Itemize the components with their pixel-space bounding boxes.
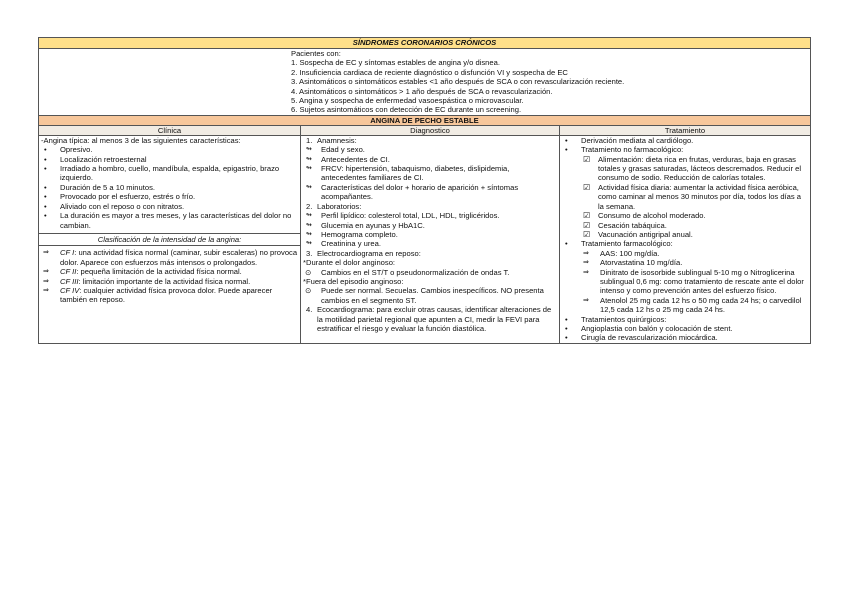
ecg-section xyxy=(303,249,557,258)
list-item: ⇒ Dinitrato de isosorbide sublingual 5-10 mg o Nitroglicerina sublingual 0,6 mg: como tratamiento de rescate ante el dolor intenso y como prevención antes del esfuerzo físico. xyxy=(581,268,808,296)
ecg-fuera-list xyxy=(303,286,557,305)
list-item: ↬ Hemograma completo. xyxy=(303,230,557,239)
cf-text: : una actividad física normal (caminar, subir escaleras) no provoca dolor. Aparece con esfuerzos más intensos o prolongados. xyxy=(60,248,298,267)
list-item: ☑ Actividad física diaria: aumentar la actividad física aeróbica, como caminar al menos 30 minutos por día, todos los días a la semana. xyxy=(581,183,808,211)
cf-item xyxy=(41,277,298,286)
ecocardiograma-section xyxy=(303,305,557,333)
list-item: • Localización retroesternal xyxy=(41,155,298,164)
cf-text: : pequeña limitación de la actividad física normal. xyxy=(76,267,242,277)
cf-label: CF IV xyxy=(60,285,80,295)
list-item: ☑ Alimentación: dieta rica en frutas, verduras, baja en grasas totales y grasas saturadas, lácteos descremados. Reducir el consumo de sodio. Reducción de calorías totales. xyxy=(581,155,808,183)
cf-text: : limitación importante de la actividad física normal. xyxy=(78,276,251,286)
tratamiento-cell xyxy=(560,135,811,343)
anamnesis-list xyxy=(303,145,557,201)
list-item xyxy=(562,145,808,239)
syndromes-table xyxy=(38,37,811,344)
document-title: SÍNDROMES CORONARIOS CRÓNICOS xyxy=(39,38,811,49)
list-item: • Opresivo. xyxy=(41,145,298,154)
list-item: • Provocado por el esfuerzo, estrés o frío. xyxy=(41,192,298,201)
no-farm-list xyxy=(581,155,808,240)
ecocardiograma-text: Ecocardiograma: para excluir otras causas, identificar alteraciones de la motilidad parietal regional que apunten a CI, medir la FEVI para estratificar el riesgo y evaluar la función diastólica. xyxy=(317,305,552,333)
intro-heading: Pacientes con: xyxy=(291,49,341,58)
list-item: ↬ Características del dolor + horario de aparición + síntomas acompañantes. xyxy=(303,183,557,202)
farm-title: Tratamiento farmacológico: xyxy=(581,239,673,249)
intro-block xyxy=(39,49,811,116)
cf-classification-title: Clasificación de la intensidad de la angina: xyxy=(39,233,300,246)
list-item: • La duración es mayor a tres meses, y las características del dolor no cambian. xyxy=(41,211,298,230)
item-number: 3. xyxy=(306,248,313,258)
list-item: ⊙ Puede ser normal. Secuelas. Cambios inespecíficos. NO presenta cambios en el segmento ST. xyxy=(303,286,557,305)
laboratorios-title: Laboratorios: xyxy=(317,201,362,211)
cf-text: : cualquier actividad física provoca dolor. Puede aparecer también en reposo. xyxy=(60,285,273,305)
list-item: • Angioplastia con balón y colocación de stent. xyxy=(562,324,808,333)
cf-list xyxy=(41,248,298,304)
list-item: ↬ Antecedentes de CI. xyxy=(303,155,557,164)
cf-item xyxy=(41,286,298,305)
list-item: ⇒ Atorvastatina 10 mg/día. xyxy=(581,258,808,267)
farm-list xyxy=(581,249,808,315)
list-item: ☑ Cesación tabáquica. xyxy=(581,221,808,230)
clinica-cell xyxy=(39,135,301,343)
diagnostico-cell xyxy=(301,135,560,343)
intro-item: 5. Angina y sospecha de enfermedad vasoespástica o microvascular. xyxy=(291,96,524,106)
list-item: ⇒ Atenolol 25 mg cada 12 hs o 50 mg cada 24 hs; o carvedilol 12,5 cada 12 hs o 25 mg cada 24 hs. xyxy=(581,296,808,315)
intro-item: 3. Asintomáticos o sintomáticos estables <1 año después de SCA o con revascularización reciente. xyxy=(291,77,625,87)
clinica-list xyxy=(41,145,298,230)
list-item: ↬ Edad y sexo. xyxy=(303,145,557,154)
column-header-diagnostico: Diagnostico xyxy=(301,125,560,135)
ecg-durante-label: *Durante el dolor anginoso: xyxy=(303,258,396,268)
anamnesis-title: Anamnesis: xyxy=(317,135,357,145)
list-item: ⇒ AAS: 100 mg/día. xyxy=(581,249,808,258)
laboratorios-section xyxy=(303,202,557,211)
list-item: ↬ Perfil lipídico: colesterol total, LDL, HDL, triglicéridos. xyxy=(303,211,557,220)
list-item: ↬ Glucemia en ayunas y HbA1C. xyxy=(303,221,557,230)
item-number: 2. xyxy=(306,201,313,211)
list-item: ↬ Creatinina y urea. xyxy=(303,239,557,248)
intro-item: 1. Sospecha de EC y síntomas estables de angina y/o disnea. xyxy=(291,58,500,68)
list-item: ☑ Consumo de alcohol moderado. xyxy=(581,211,808,220)
clinica-lead: -Angina típica: al menos 3 de las siguientes características: xyxy=(41,135,241,145)
list-item: • Irradiado a hombro, cuello, mandíbula, espalda, epigastrio, brazo izquierdo. xyxy=(41,164,298,183)
laboratorios-list xyxy=(303,211,557,249)
intro-item: 2. Insuficiencia cardiaca de reciente diagnóstico o disfunción VI y sospecha de EC xyxy=(291,67,568,77)
list-item: ⊙ Cambios en el ST/T o pseudonormalización de ondas T. xyxy=(303,268,557,277)
list-item: • Duración de 5 a 10 minutos. xyxy=(41,183,298,192)
no-farm-title: Tratamiento no farmacológico: xyxy=(581,145,684,155)
ecg-fuera-label: *Fuera del episodio anginoso: xyxy=(303,276,404,286)
list-item xyxy=(562,239,808,314)
ecg-durante-list xyxy=(303,268,557,277)
column-header-tratamiento: Tratamiento xyxy=(560,125,811,135)
cf-item xyxy=(41,267,298,276)
list-item: ↬ FRCV: hipertensión, tabaquismo, diabetes, dislipidemia, antecedentes familiares de CI. xyxy=(303,164,557,183)
anamnesis-section xyxy=(303,136,557,145)
cf-item xyxy=(41,248,298,267)
list-item: • Derivación mediata al cardiólogo. xyxy=(562,136,808,145)
list-item: • Aliviado con el reposo o con nitratos. xyxy=(41,202,298,211)
tratamiento-list xyxy=(562,136,808,343)
list-item: ☑ Vacunación antigripal anual. xyxy=(581,230,808,239)
cf-label: CF III xyxy=(60,276,79,286)
cf-label: CF I xyxy=(60,248,75,258)
section-title: ANGINA DE PECHO ESTABLE xyxy=(39,115,811,125)
intro-item: 6. Sujetos asintomáticos con detección de EC durante un screening. xyxy=(291,105,522,115)
ecg-title: Electrocardiograma en reposo: xyxy=(317,248,421,258)
item-number: 1. xyxy=(306,135,313,145)
item-number: 4. xyxy=(306,305,313,315)
cf-label: CF II xyxy=(60,267,77,277)
list-item: • Tratamientos quirúrgicos: xyxy=(562,315,808,324)
column-header-clinica: Clínica xyxy=(39,125,301,135)
intro-item: 4. Asintomáticos o sintomáticos > 1 año después de SCA o revascularización. xyxy=(291,86,553,96)
document-sheet xyxy=(38,37,810,344)
list-item: • Cirugía de revascularización miocárdica. xyxy=(562,333,808,342)
